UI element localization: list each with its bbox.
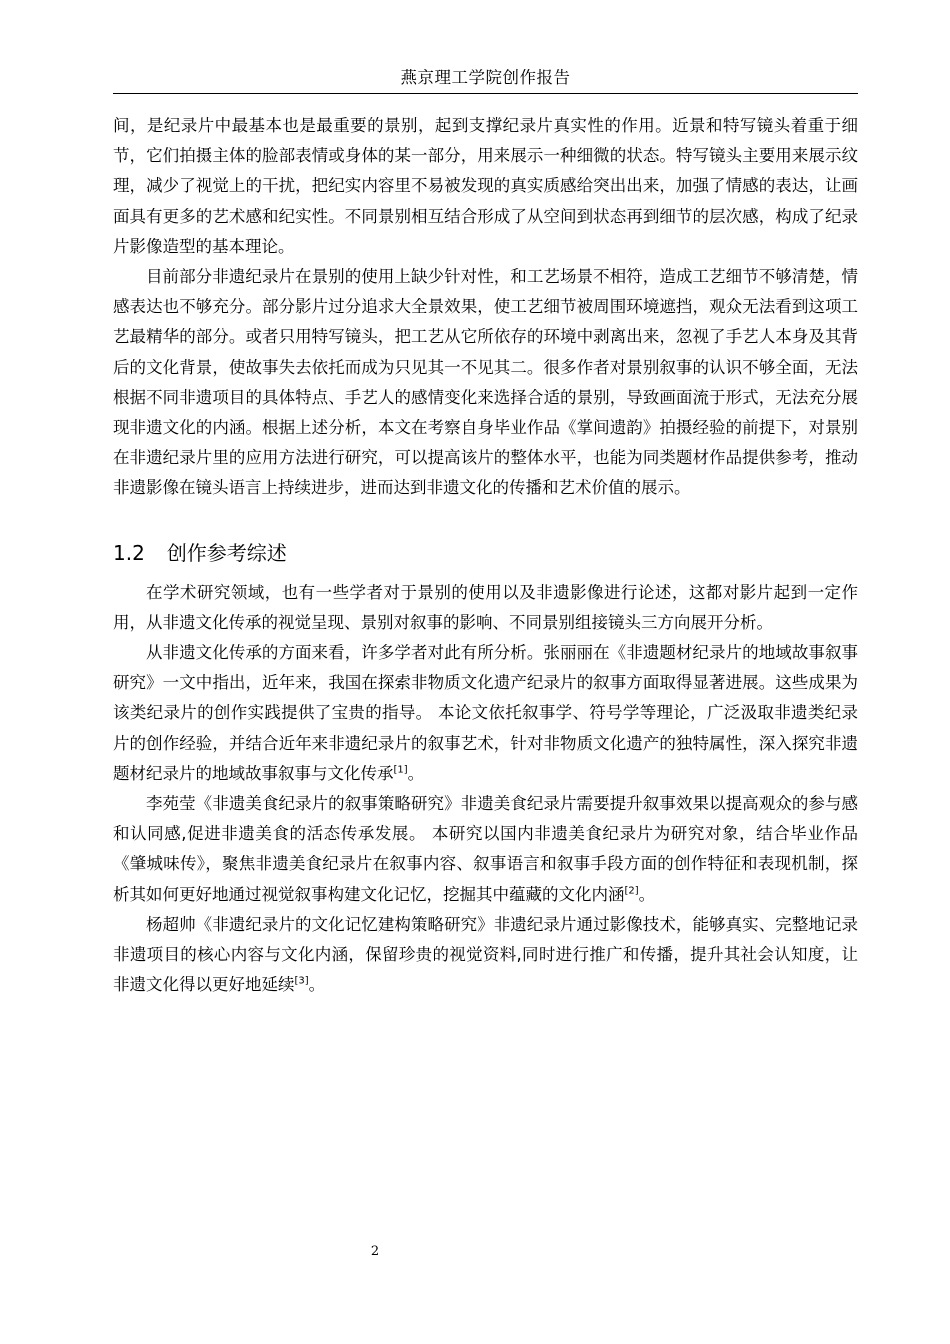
- paragraph-end: 。: [638, 884, 656, 904]
- paragraph: 目前部分非遗纪录片在景别的使用上缺少针对性，和工艺场景不相符，造成工艺细节不够清楚，情感表达也不够充分。部分影片过分追求大全景效果，使工艺细节被周围环境遮挡，观众无法看到这项工艺最精华的部分。或者只用特写镜头，把工艺从它所依存的环境中剥离出来，忽视了手艺人本身及其背后的文化背景，使故事失去依托而成为只见其一不见其二。很多作者对景别叙事的认识不够全面，无法根据不同非遗项目的具体特点、手艺人的感情变化来选择合适的景别，导致画面流于形式，无法充分展现非遗文化的内涵。根据上述分析，本文在考察自身毕业作品《掌间遗韵》拍摄经验的前提下，对景别在非遗纪录片里的应用方法进行研究，可以提高该片的整体水平，也能为同类题材作品提供参考，推动非遗影像在镜头语言上持续进步，进而达到非遗文化的传播和艺术价值的展示。: [113, 267, 858, 498]
- section-heading: [113, 537, 858, 569]
- paragraph: [113, 638, 858, 789]
- page-number: 2: [370, 1244, 380, 1259]
- running-header: 燕京理工学院创作报告: [400, 68, 571, 87]
- paragraph: [113, 789, 858, 910]
- paragraph-text: 杨超帅《非遗纪录片的文化记忆建构策略研究》非遗纪录片通过影像技术，能够真实、完整地记录非遗项目的核心内容与文化内涵，保留珍贵的视觉资料,同时进行推广和传播，提升其社会认知度，让非遗文化得以更好地延续: [113, 914, 858, 995]
- paragraph-text: 李苑莹《非遗美食纪录片的叙事策略研究》非遗美食纪录片需要提升叙事效果以提高观众的参与感和认同感,促进非遗美食的活态传承发展。 本研究以国内非遗美食纪录片为研究对象，结合毕业作品《肇城味传》，聚焦非遗美食纪录片在叙事内容、叙事语言和叙事手段方面的创作特征和表现机制，探析其如何更好地通过视觉叙事构建文化记忆，挖掘其中蕴藏的文化内涵: [113, 794, 858, 904]
- paragraph-end: 。: [407, 763, 425, 783]
- section-number: 1.2: [113, 540, 145, 565]
- citation-ref: [3]: [294, 975, 309, 987]
- body-text: [113, 111, 858, 1000]
- paragraph-end: 。: [308, 975, 326, 995]
- paragraph: [113, 910, 858, 1001]
- citation-ref: [2]: [624, 885, 639, 897]
- section-title: 创作参考综述: [166, 540, 287, 565]
- citation-ref: [1]: [393, 764, 408, 776]
- header-rule: [113, 93, 858, 94]
- paragraph: 在学术研究领域，也有一些学者对于景别的使用以及非遗影像进行论述，这都对影片起到一定作用，从非遗文化传承的视觉呈现、景别对叙事的影响、不同景别组接镜头三方向展开分析。: [113, 582, 858, 632]
- paragraph: 间，是纪录片中最基本也是最重要的景别，起到支撑纪录片真实性的作用。近景和特写镜头着重于细节，它们拍摄主体的脸部表情或身体的某一部分，用来展示一种细微的状态。特写镜头主要用来展示纹理，减少了视觉上的干扰，把纪实内容里不易被发现的真实质感给突出出来，加强了情感的表达，让画面具有更多的艺术感和纪实性。不同景别相互结合形成了从空间到状态再到细节的层次感，构成了纪录片影像造型的基本理论。: [113, 116, 858, 256]
- paragraph-text: 从非遗文化传承的方面来看，许多学者对此有所分析。张丽丽在《非遗题材纪录片的地域故事叙事研究》一文中指出，近年来，我国在探索非物质文化遗产纪录片的叙事方面取得显著进展。这些成果为该类纪录片的创作实践提供了宝贵的指导。 本论文依托叙事学、符号学等理论，广泛汲取非遗类纪录片的创作经验，并结合近年来非遗纪录片的叙事艺术，针对非物质文化遗产的独特属性，深入探究非遗题材纪录片的地域故事叙事与文化传承: [113, 643, 858, 783]
